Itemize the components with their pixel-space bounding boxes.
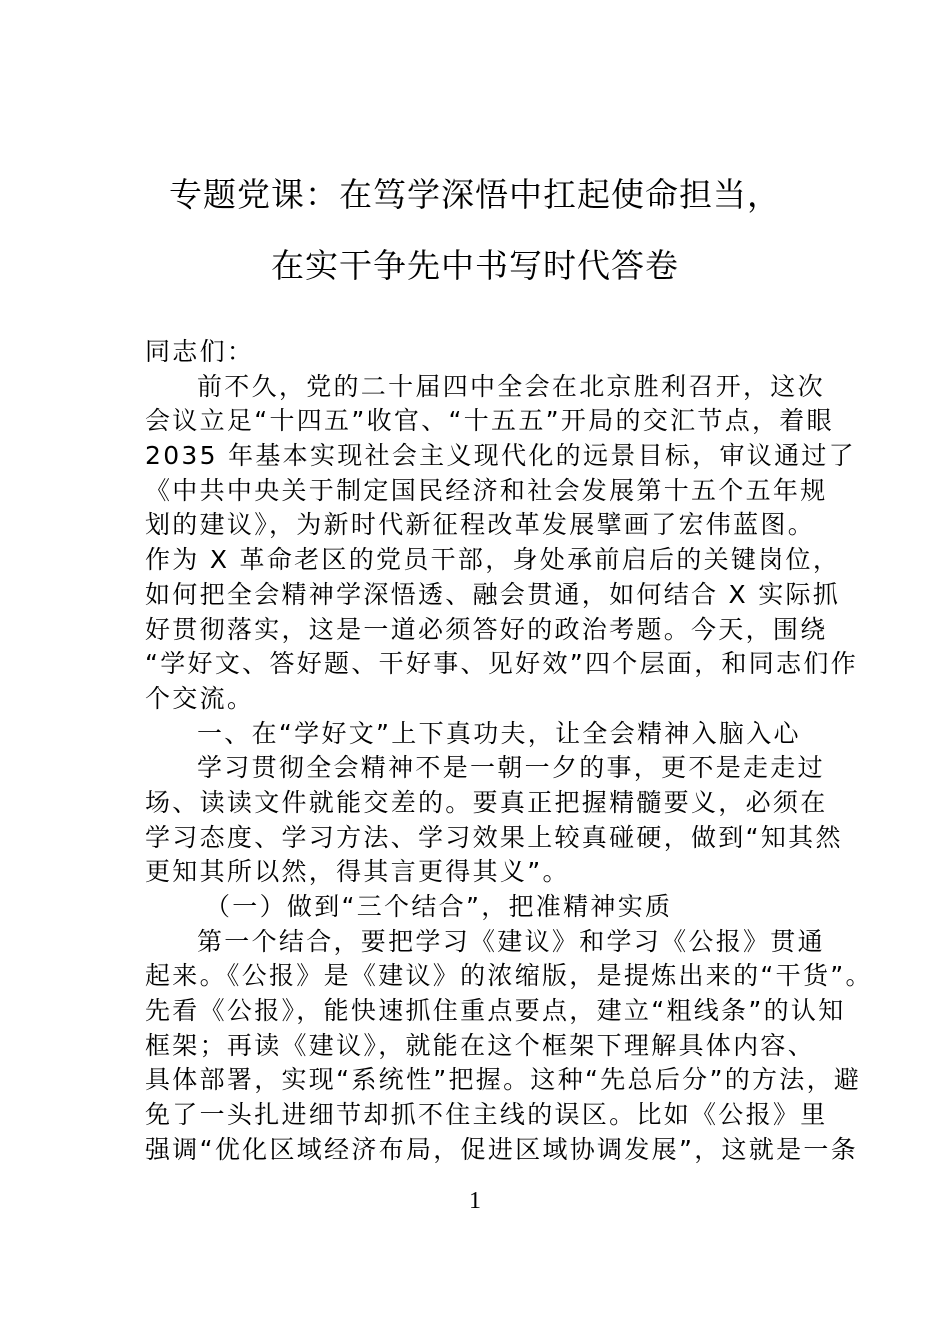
document-title-line-1: 专题党课：在笃学深悟中扛起使命担当， bbox=[169, 175, 781, 214]
subsection-heading-1: （一）做到“三个结合”，把准精神实质 bbox=[205, 892, 673, 921]
salutation: 同志们： bbox=[145, 337, 255, 366]
paragraph-line: 框架；再读《建议》，就能在这个框架下理解具体内容、 bbox=[145, 1030, 816, 1060]
paragraph-line: 第一个结合，要把学习《建议》和学习《公报》贯通 bbox=[197, 926, 825, 956]
document-title-line-2: 在实干争先中书写时代答卷 bbox=[271, 246, 679, 285]
paragraph-line: 免了一头扎进细节却抓不住主线的误区。比如《公报》里 bbox=[145, 1100, 828, 1130]
paragraph-line: 《中共中央关于制定国民经济和社会发展第十五个五年规 bbox=[145, 475, 828, 505]
paragraph-line: 会议立足“十四五”收官、“十五五”开局的交汇节点，着眼 bbox=[145, 406, 834, 436]
paragraph-line: 先看《公报》，能快速抓住重点要点，建立“粗线条”的认知 bbox=[145, 996, 846, 1026]
page-number: 1 bbox=[469, 1188, 481, 1214]
section-heading-1: 一、在“学好文”上下真功夫，让全会精神入脑入心 bbox=[197, 718, 801, 748]
document-body bbox=[145, 335, 873, 1168]
paragraph-line: 场、读读文件就能交差的。要真正把握精髓要义，必须在 bbox=[145, 787, 828, 817]
paragraph-line: 前不久，党的二十届四中全会在北京胜利召开，这次 bbox=[197, 371, 825, 401]
paragraph-line: 学习态度、学习方法、学习效果上较真碰硬，做到“知其然 bbox=[145, 822, 843, 852]
paragraph-line: 2035 年基本实现社会主义现代化的远景目标，审议通过了 bbox=[145, 441, 856, 471]
paragraph-line: 如何把全会精神学深悟透、融会贯通，如何结合 X 实际抓 bbox=[145, 579, 841, 609]
paragraph-line: 个交流。 bbox=[145, 683, 255, 713]
paragraph-line: 更知其所以然，得其言更得其义”。 bbox=[145, 857, 570, 887]
paragraph-line: 起来。《公报》是《建议》的浓缩版，是提炼出来的“干货”。 bbox=[145, 961, 873, 991]
paragraph-line: 学习贯彻全会精神不是一朝一夕的事，更不是走走过 bbox=[197, 753, 825, 783]
paragraph-line: “学好文、答好题、干好事、见好效”四个层面，和同志们作 bbox=[145, 649, 859, 679]
paragraph-line: 强调“优化区域经济布局，促进区域协调发展”，这就是一条 bbox=[145, 1134, 859, 1164]
paragraph-line: 好贯彻落实，这是一道必须答好的政治考题。今天，围绕 bbox=[145, 614, 828, 644]
paragraph-line: 具体部署，实现“系统性”把握。这种“先总后分”的方法，避 bbox=[145, 1065, 862, 1095]
paragraph-line: 划的建议》，为新时代新征程改革发展擘画了宏伟蓝图。 bbox=[145, 510, 816, 540]
paragraph-line: 作为 X 革命老区的党员干部，身处承前启后的关键岗位， bbox=[145, 545, 841, 575]
